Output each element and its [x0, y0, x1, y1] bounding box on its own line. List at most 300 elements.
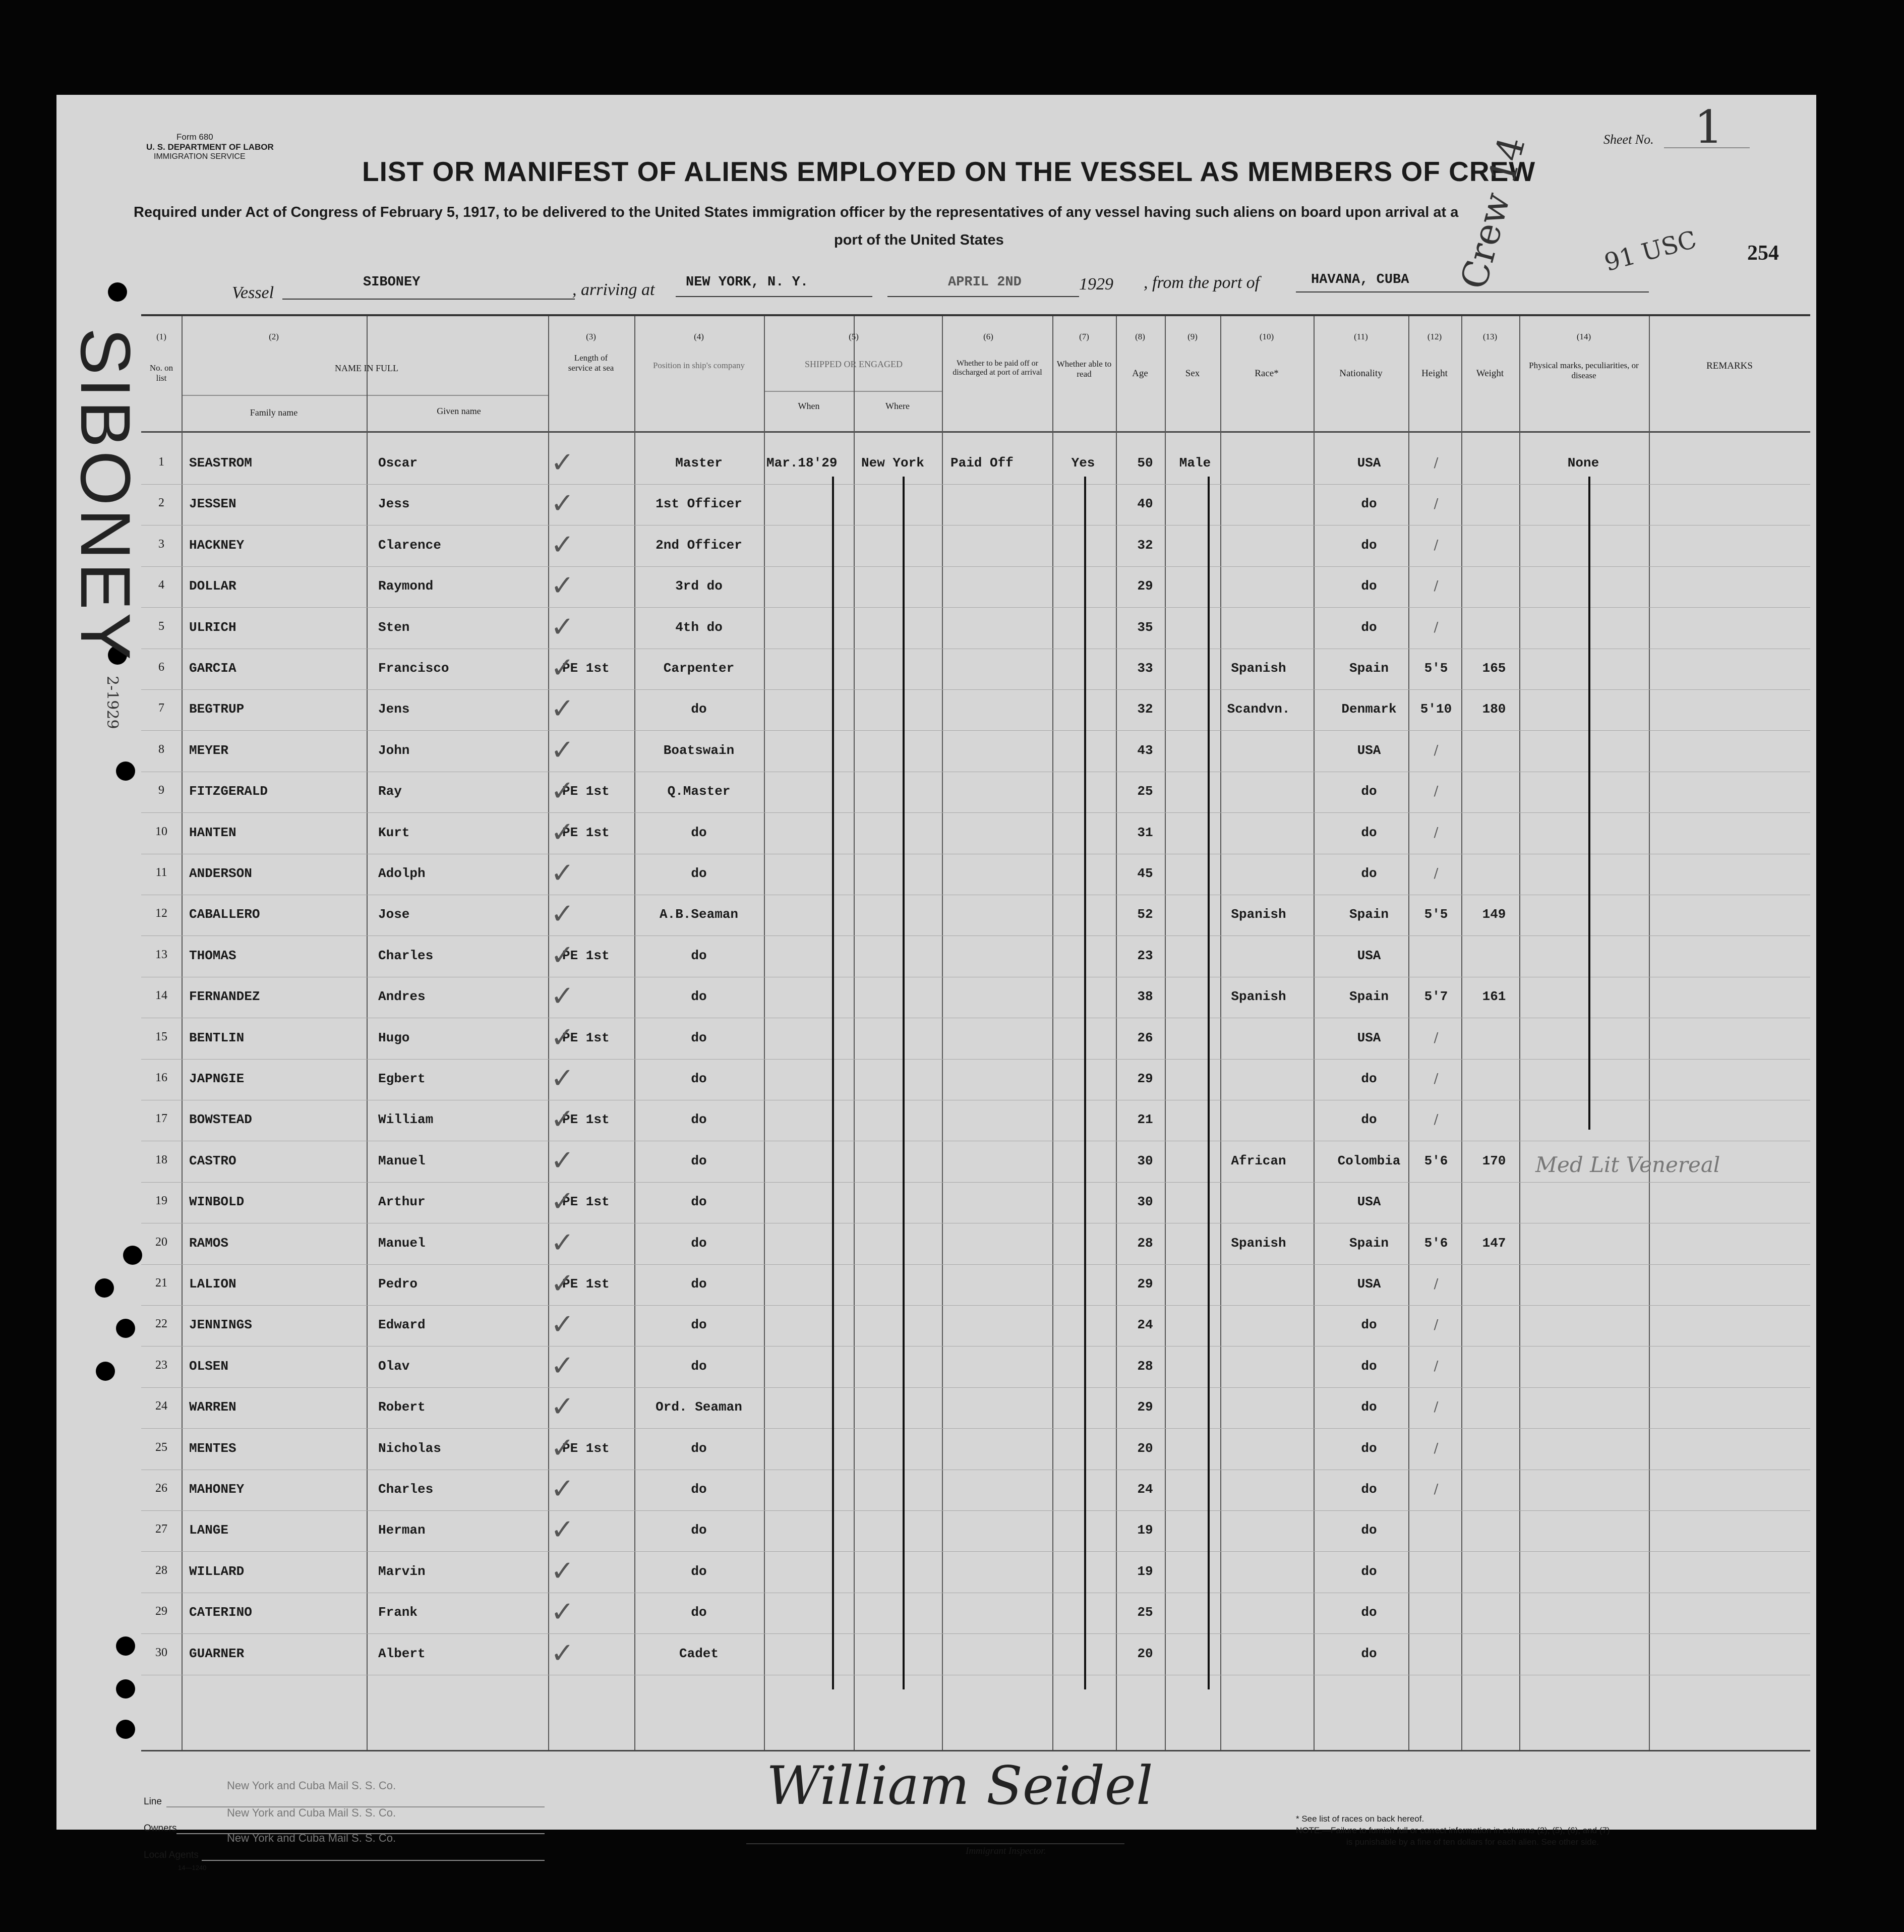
column-number: (11): [1354, 332, 1368, 341]
check-mark-icon: ✓: [551, 1554, 574, 1588]
cell-family: LANGE: [189, 1523, 229, 1538]
agents-underline: [202, 1860, 545, 1861]
check-mark-icon: ✓: [551, 1390, 574, 1424]
cell-no: 1: [158, 455, 164, 469]
cell-position: A.B.Seaman: [659, 907, 739, 922]
cell-age: 19: [1137, 1563, 1153, 1579]
column-number: (3): [586, 332, 596, 341]
column-number: (7): [1079, 332, 1089, 341]
agents-label: Local Agents: [144, 1850, 199, 1860]
cell-race: Spanish: [1231, 989, 1286, 1005]
cell-given: Robert: [378, 1399, 426, 1415]
cell-age: 26: [1137, 1030, 1153, 1045]
cell-age: 24: [1137, 1317, 1153, 1333]
cell-age: 29: [1137, 1276, 1153, 1292]
cell-position: do: [691, 1276, 707, 1292]
cell-age: 21: [1137, 1112, 1153, 1128]
cell-height: /: [1434, 455, 1439, 471]
cell-no: 14: [155, 989, 167, 1003]
cell-nationality: Spain: [1349, 907, 1389, 922]
row-rule: [141, 1182, 1810, 1183]
row-rule: [141, 1510, 1810, 1511]
cell-family: LALION: [189, 1276, 236, 1292]
cell-nationality: do: [1361, 1563, 1377, 1579]
cell-height: /: [1434, 496, 1439, 512]
cell-no: 28: [155, 1563, 167, 1577]
cell-family: OLSEN: [189, 1358, 229, 1374]
cell-height: /: [1434, 825, 1439, 840]
check-mark-icon: ✓: [551, 1596, 574, 1629]
ditto-line: [903, 477, 905, 1689]
table-top-rule: [141, 314, 1810, 316]
cell-no: 27: [155, 1523, 167, 1536]
cell-family: GUARNER: [189, 1646, 245, 1661]
header-no-on-list: No. on list: [149, 363, 173, 383]
cell-no: 17: [155, 1112, 167, 1126]
cell-height: /: [1434, 1317, 1439, 1333]
cell-no: 21: [155, 1276, 167, 1290]
ditto-line: [832, 477, 834, 1689]
cell-weight: 170: [1482, 1153, 1506, 1168]
line-value: New York and Cuba Mail S. S. Co.: [227, 1779, 396, 1792]
cell-given: Jens: [378, 701, 410, 717]
cell-no: 23: [155, 1358, 167, 1372]
cell-nationality: Spain: [1349, 661, 1389, 676]
check-mark-icon: ✓: [551, 1431, 574, 1465]
cell-no: 19: [155, 1194, 167, 1208]
cell-when: Mar.18'29: [766, 455, 838, 471]
cell-age: 32: [1137, 701, 1153, 717]
cell-height: /: [1434, 784, 1439, 799]
cell-position: do: [691, 1153, 707, 1168]
cell-nationality: do: [1361, 619, 1377, 635]
cell-service: PE 1st: [562, 948, 610, 963]
cell-height: 5'5: [1424, 661, 1448, 676]
cell-family: CABALLERO: [189, 907, 260, 922]
cell-nationality: USA: [1357, 455, 1381, 471]
punch-hole: [116, 1636, 135, 1656]
cell-age: 29: [1137, 1071, 1153, 1086]
cell-nationality: do: [1361, 537, 1377, 553]
cell-age: 45: [1137, 866, 1153, 881]
cell-age: 23: [1137, 948, 1153, 963]
penalty-note: NOTE.—Failure to furnish full or correct information in columns (2), (5), (6), and (7): [1296, 1826, 1610, 1835]
department-name: U. S. DEPARTMENT OF LABOR: [146, 142, 274, 152]
cell-position: do: [691, 1071, 707, 1086]
column-rule: [1649, 316, 1650, 1750]
side-vessel-stamp: SIBONEY: [66, 328, 145, 663]
cell-nationality: do: [1361, 1482, 1377, 1497]
from-label: , from the port of: [1144, 273, 1260, 292]
cell-position: do: [691, 1112, 707, 1128]
cell-family: HACKNEY: [189, 537, 245, 553]
cell-position: do: [691, 1523, 707, 1538]
cell-nationality: USA: [1357, 1030, 1381, 1045]
header-name-in-full: NAME IN FULL: [335, 363, 398, 373]
cell-position: do: [691, 1605, 707, 1620]
column-number: (10): [1259, 332, 1274, 341]
cell-given: Egbert: [378, 1071, 426, 1086]
cell-age: 40: [1137, 496, 1153, 512]
arriving-label: , arriving at: [572, 280, 655, 299]
cell-no: 15: [155, 1030, 167, 1043]
cell-nationality: do: [1361, 1358, 1377, 1374]
cell-no: 2: [158, 496, 164, 510]
header-remarks: REMARKS: [1706, 361, 1753, 371]
check-mark-icon: ✓: [551, 1144, 574, 1177]
punch-hole: [96, 1362, 115, 1381]
cell-position: do: [691, 825, 707, 840]
check-mark-icon: ✓: [551, 857, 574, 890]
header-shipped: SHIPPED OR ENGAGED: [804, 359, 903, 369]
cell-family: GARCIA: [189, 661, 236, 676]
row-rule: [141, 1428, 1810, 1429]
header-when: When: [798, 401, 820, 411]
cell-position: Ord. Seaman: [656, 1399, 742, 1415]
cell-given: Albert: [378, 1646, 426, 1661]
cell-family: WILLARD: [189, 1563, 245, 1579]
cell-service: PE 1st: [562, 1440, 610, 1456]
check-mark-icon: ✓: [551, 528, 574, 561]
cell-age: 43: [1137, 742, 1153, 758]
table-bottom-rule: [141, 1750, 1810, 1751]
header-position: Position in ship's company: [652, 361, 745, 370]
column-rule: [1314, 316, 1315, 1750]
column-rule: [548, 316, 549, 1750]
cell-height: /: [1434, 742, 1439, 758]
penalty-note-cont: is punishable by a fine of ten dollars for each alien. See other side.: [1346, 1837, 1599, 1847]
cell-no: 10: [155, 825, 167, 838]
cell-given: Raymond: [378, 578, 434, 594]
cell-height: /: [1434, 1276, 1439, 1292]
cell-family: BOWSTEAD: [189, 1112, 252, 1128]
cell-nationality: Colombia: [1337, 1153, 1401, 1168]
cell-family: BENTLIN: [189, 1030, 245, 1045]
cell-age: 25: [1137, 784, 1153, 799]
cell-nationality: do: [1361, 1399, 1377, 1415]
cell-nationality: do: [1361, 1605, 1377, 1620]
cell-age: 20: [1137, 1646, 1153, 1661]
cell-age: 35: [1137, 619, 1153, 635]
header-given-name: Given name: [437, 406, 481, 416]
cell-age: 25: [1137, 1605, 1153, 1620]
cell-nationality: Spain: [1349, 989, 1389, 1005]
cell-given: Francisco: [378, 661, 449, 676]
header-race: Race*: [1255, 368, 1279, 379]
cell-nationality: do: [1361, 1071, 1377, 1086]
cell-position: do: [691, 989, 707, 1005]
column-rule: [1461, 316, 1462, 1750]
ditto-line: [1084, 477, 1086, 1689]
check-mark-icon: ✓: [551, 939, 574, 972]
cell-weight: 149: [1482, 907, 1506, 922]
header-age: Age: [1132, 368, 1148, 379]
cell-given: Andres: [378, 989, 426, 1005]
cell-position: do: [691, 1030, 707, 1045]
cell-nationality: USA: [1357, 1276, 1381, 1292]
agents-value: New York and Cuba Mail S. S. Co.: [227, 1832, 396, 1844]
column-number: (9): [1187, 332, 1198, 341]
cell-height: /: [1434, 1112, 1439, 1128]
cell-race: Spanish: [1231, 907, 1286, 922]
cell-height: 5'7: [1424, 989, 1448, 1005]
cell-service: PE 1st: [562, 1112, 610, 1128]
cell-age: 32: [1137, 537, 1153, 553]
cell-nationality: do: [1361, 1440, 1377, 1456]
check-mark-icon: ✓: [551, 487, 574, 520]
cell-no: 13: [155, 948, 167, 961]
header-sex: Sex: [1185, 368, 1200, 379]
cell-family: JAPNGIE: [189, 1071, 245, 1086]
cell-no: 7: [158, 701, 164, 715]
manifest-sheet: [56, 95, 1816, 1830]
cell-height: /: [1434, 1358, 1439, 1374]
header-length-service: Length of service at sea: [568, 353, 614, 373]
cell-position: do: [691, 1440, 707, 1456]
check-mark-icon: ✓: [551, 898, 574, 931]
check-mark-icon: ✓: [551, 775, 574, 808]
check-mark-icon: ✓: [551, 1103, 574, 1136]
cell-service: PE 1st: [562, 661, 610, 676]
cell-given: Hugo: [378, 1030, 410, 1045]
cell-family: FITZGERALD: [189, 784, 268, 799]
from-underline: [1296, 291, 1649, 292]
cell-race: Spanish: [1231, 1235, 1286, 1251]
column-rule: [634, 316, 635, 1750]
check-mark-icon: ✓: [551, 733, 574, 767]
row-rule: [141, 484, 1810, 485]
cell-family: MAHONEY: [189, 1482, 245, 1497]
cell-service: PE 1st: [562, 784, 610, 799]
shipped-header-rule: [764, 391, 942, 392]
cell-marks: None: [1567, 455, 1599, 471]
cell-no: 24: [155, 1399, 167, 1413]
cell-service: PE 1st: [562, 1276, 610, 1292]
row-rule: [141, 566, 1810, 567]
column-number: (2): [269, 332, 279, 341]
cell-height: 5'5: [1424, 907, 1448, 922]
column-rule: [1116, 316, 1117, 1750]
cell-given: Oscar: [378, 455, 418, 471]
cell-given: Jess: [378, 496, 410, 512]
row-rule: [141, 689, 1810, 690]
row-rule: [141, 1387, 1810, 1388]
check-mark-icon: ✓: [551, 610, 574, 643]
column-rule: [764, 316, 765, 1750]
header-bottom-rule: [141, 431, 1810, 433]
cell-given: Charles: [378, 1482, 434, 1497]
cell-weight: 161: [1482, 989, 1506, 1005]
cell-no: 9: [158, 784, 164, 797]
column-rule: [367, 316, 368, 1750]
check-mark-icon: ✓: [551, 1021, 574, 1054]
header-weight: Weight: [1476, 368, 1504, 379]
check-mark-icon: ✓: [551, 569, 574, 603]
check-mark-icon: ✓: [551, 1636, 574, 1670]
form-subtitle: Required under Act of Congress of February 5, 1917, to be delivered to the United States immigration officer by the representatives of any vessel having such aliens on board upon arrival at a: [134, 204, 1459, 220]
departure-port: HAVANA, CUBA: [1311, 272, 1409, 287]
header-paid-off: Whether to be paid off or discharged at port of arrival: [953, 359, 1042, 377]
punch-hole: [108, 282, 127, 302]
cell-given: Herman: [378, 1523, 426, 1538]
check-mark-icon: ✓: [551, 446, 574, 479]
cell-position: 2nd Officer: [656, 537, 742, 553]
sheet-number: 1: [1694, 101, 1723, 154]
cell-nationality: do: [1361, 496, 1377, 512]
header-where: Where: [885, 401, 910, 411]
cell-given: Pedro: [378, 1276, 418, 1292]
cell-height: /: [1434, 1030, 1439, 1045]
punch-hole: [116, 1679, 135, 1699]
cell-no: 30: [155, 1646, 167, 1659]
arrival-port: NEW YORK, N. Y.: [686, 275, 809, 290]
cell-no: 18: [155, 1153, 167, 1166]
cell-service: PE 1st: [562, 1030, 610, 1045]
cell-weight: 165: [1482, 661, 1506, 676]
cell-height: 5'10: [1420, 701, 1452, 717]
cell-weight: 180: [1482, 701, 1506, 717]
remark-row-18: Med Lit Venereal: [1535, 1152, 1720, 1177]
punch-hole: [123, 1246, 142, 1265]
cell-given: Jose: [378, 907, 410, 922]
row-rule: [141, 1633, 1810, 1634]
cell-position: Master: [675, 455, 723, 471]
cell-given: Frank: [378, 1605, 418, 1620]
cell-given: Marvin: [378, 1563, 426, 1579]
cell-family: HANTEN: [189, 825, 236, 840]
owners-label: Owners: [144, 1823, 177, 1834]
cell-no: 29: [155, 1605, 167, 1618]
cell-family: FERNANDEZ: [189, 989, 260, 1005]
corner-annotation-2: 91 USC: [1601, 225, 1700, 277]
cell-family: WARREN: [189, 1399, 236, 1415]
cell-age: 52: [1137, 907, 1153, 922]
cell-family: MEYER: [189, 742, 229, 758]
cell-position: do: [691, 1563, 707, 1579]
column-rule: [1220, 316, 1221, 1750]
cell-height: /: [1434, 619, 1439, 635]
cell-family: RAMOS: [189, 1235, 229, 1251]
cell-given: William: [378, 1112, 434, 1128]
cell-read: Yes: [1071, 455, 1095, 471]
row-rule: [141, 730, 1810, 731]
form-subtitle-cont: port of the United States: [834, 232, 1004, 248]
cell-age: 20: [1137, 1440, 1153, 1456]
ditto-line: [1208, 477, 1210, 1689]
cell-no: 8: [158, 742, 164, 756]
cell-position: do: [691, 701, 707, 717]
column-rule: [942, 316, 943, 1750]
cell-given: John: [378, 742, 410, 758]
column-number: (12): [1427, 332, 1442, 341]
cell-no: 12: [155, 907, 167, 920]
column-number: (6): [983, 332, 993, 341]
cell-weight: 147: [1482, 1235, 1506, 1251]
cell-given: Arthur: [378, 1194, 426, 1210]
cell-paid: Paid Off: [950, 455, 1014, 471]
cell-position: Cadet: [679, 1646, 719, 1661]
cell-given: Edward: [378, 1317, 426, 1333]
check-mark-icon: ✓: [551, 1226, 574, 1259]
cell-family: DOLLAR: [189, 578, 236, 594]
cell-service: PE 1st: [562, 825, 610, 840]
column-rule: [182, 316, 183, 1750]
cell-no: 20: [155, 1235, 167, 1249]
cell-age: 29: [1137, 578, 1153, 594]
cell-position: do: [691, 948, 707, 963]
cell-no: 4: [158, 578, 164, 592]
column-number: (1): [156, 332, 166, 341]
cell-age: 28: [1137, 1358, 1153, 1374]
column-rule: [1408, 316, 1409, 1750]
sheet-label: Sheet No.: [1603, 132, 1654, 147]
row-rule: [141, 812, 1810, 813]
cell-family: JESSEN: [189, 496, 236, 512]
cell-given: Adolph: [378, 866, 426, 881]
cell-position: do: [691, 1235, 707, 1251]
cell-height: /: [1434, 1071, 1439, 1086]
cell-position: Carpenter: [663, 661, 735, 676]
cell-nationality: USA: [1357, 742, 1381, 758]
check-mark-icon: ✓: [551, 692, 574, 726]
cell-nationality: do: [1361, 784, 1377, 799]
cell-height: 5'6: [1424, 1153, 1448, 1168]
cell-position: Boatswain: [663, 742, 735, 758]
cell-position: do: [691, 1358, 707, 1374]
cell-family: BEGTRUP: [189, 701, 245, 717]
column-rule: [1165, 316, 1166, 1750]
cell-no: 6: [158, 661, 164, 674]
column-number: (13): [1482, 332, 1498, 341]
cell-family: SEASTROM: [189, 455, 252, 471]
cell-nationality: do: [1361, 1523, 1377, 1538]
inspector-signature: William Seidel: [766, 1755, 1153, 1817]
signature-line: [746, 1843, 1124, 1844]
check-mark-icon: ✓: [551, 1062, 574, 1095]
cell-given: Ray: [378, 784, 402, 799]
race-note: * See list of races on back hereof.: [1296, 1814, 1424, 1824]
column-number: (4): [694, 332, 704, 341]
cell-nationality: do: [1361, 825, 1377, 840]
column-number: (8): [1135, 332, 1145, 341]
cell-age: 29: [1137, 1399, 1153, 1415]
cell-no: 16: [155, 1071, 167, 1084]
check-mark-icon: ✓: [551, 1308, 574, 1341]
cell-nationality: USA: [1357, 1194, 1381, 1210]
column-rule: [854, 316, 855, 1750]
cell-height: /: [1434, 1399, 1439, 1415]
cell-age: 33: [1137, 661, 1153, 676]
cell-service: PE 1st: [562, 1194, 610, 1210]
cell-height: /: [1434, 537, 1439, 553]
cell-no: 26: [155, 1482, 167, 1495]
vessel-label: Vessel: [232, 283, 274, 302]
column-rule: [1052, 316, 1053, 1750]
cell-age: 50: [1137, 455, 1153, 471]
cell-given: Clarence: [378, 537, 441, 553]
cell-given: Charles: [378, 948, 434, 963]
cell-sex: Male: [1179, 455, 1211, 471]
punch-hole: [116, 1319, 135, 1338]
cell-nationality: do: [1361, 866, 1377, 881]
cell-race: Spanish: [1231, 661, 1286, 676]
cell-position: 3rd do: [675, 578, 723, 594]
port-underline: [676, 296, 872, 297]
check-mark-icon: ✓: [551, 1473, 574, 1505]
row-rule: [141, 1059, 1810, 1060]
cell-family: ULRICH: [189, 619, 236, 635]
cell-position: Q.Master: [667, 784, 731, 799]
